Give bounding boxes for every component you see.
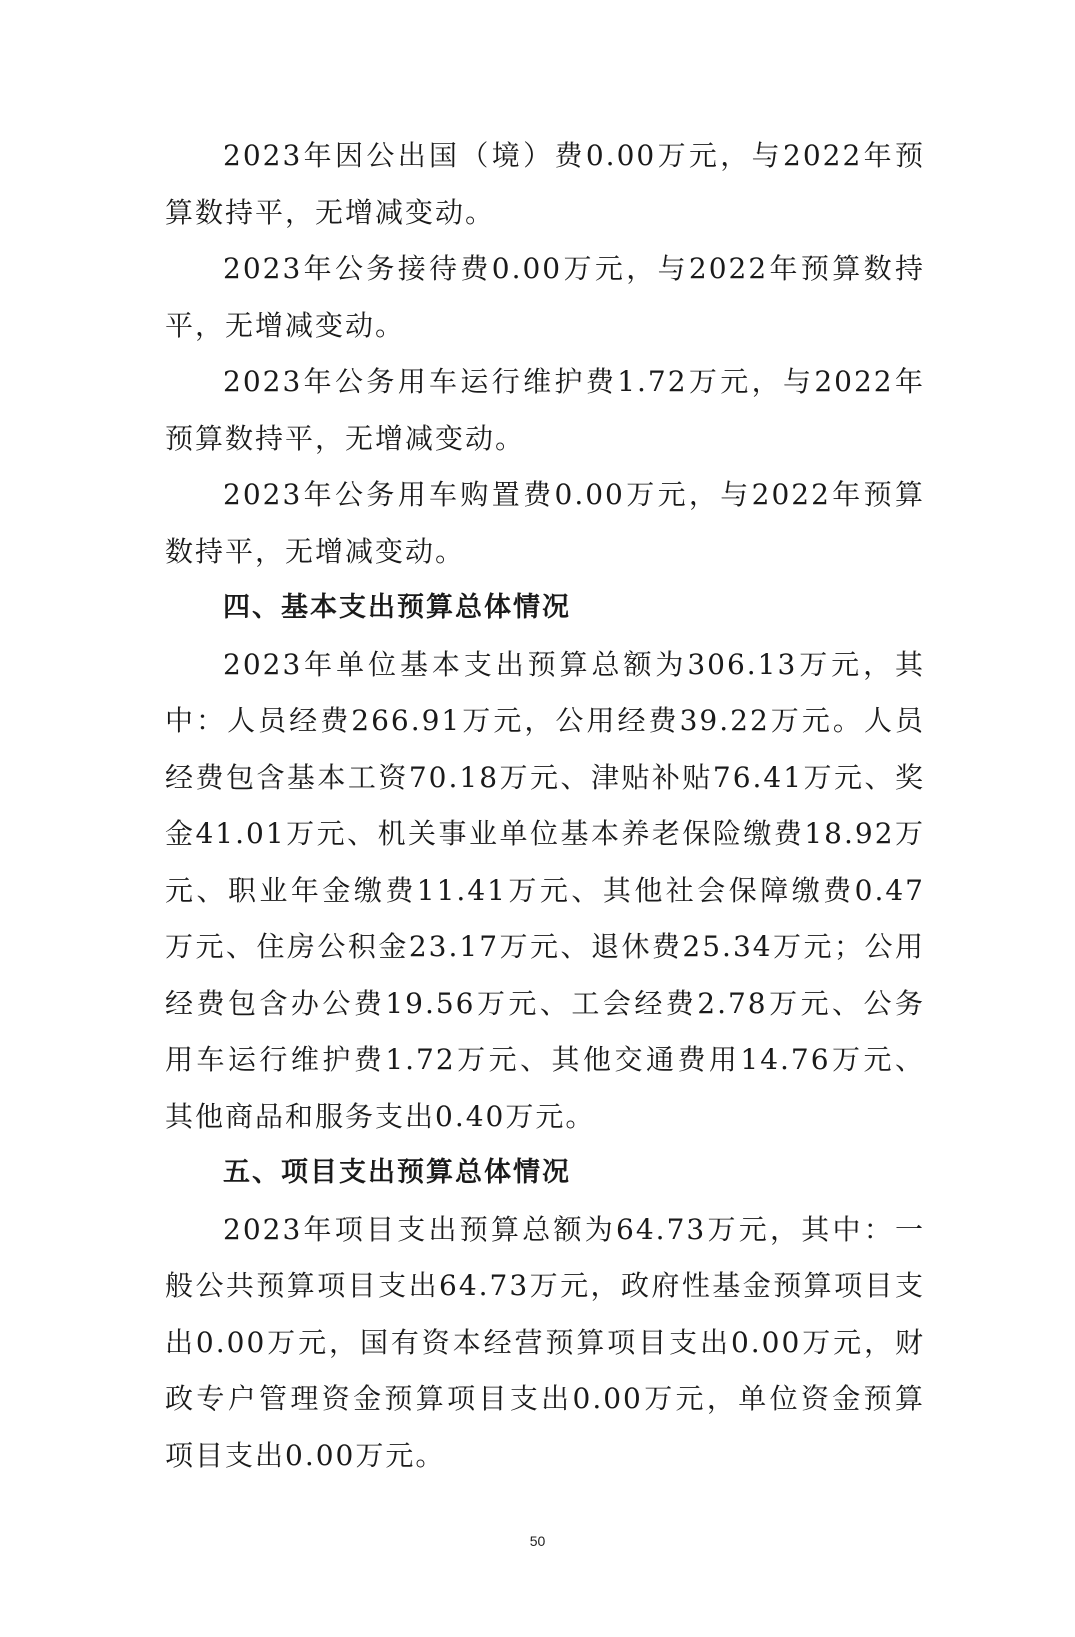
paragraph-vehicle-maintenance: 2023年公务用车运行维护费1.72万元，与2022年预算数持平，无增减变动。 <box>165 365 925 455</box>
paragraph-project-expenditure: 2023年项目支出预算总额为64.73万元，其中：一般公共预算项目支出64.73万元，政府性基金预算项目支出0.00万元，国有资本经营预算项目支出0.00万元，财政专户管理资金预算项目支出0.00万元，单位资金预算项目支出0.00万元。 <box>165 1212 925 1472</box>
page-number: 50 <box>529 1533 546 1549</box>
section-heading-basic-expenditure: 四、基本支出预算总体情况 <box>223 592 571 623</box>
paragraph-reception: 2023年公务接待费0.00万元，与2022年预算数持平，无增减变动。 <box>165 252 925 342</box>
section-heading-project-expenditure: 五、项目支出预算总体情况 <box>223 1157 571 1188</box>
paragraph-basic-expenditure: 2023年单位基本支出预算总额为306.13万元，其中：人员经费266.91万元，公用经费39.22万元。人员经费包含基本工资70.18万元、津贴补贴76.41万元、奖金41.01万元、机关事业单位基本养老保险缴费18.92万元、职业年金缴费11.41万元、其他社会保障缴费0.47万元、住房公积金23.17万元、退休费25.34万元；公用经费包含办公费19.56万元、工会经费2.78万元、公务用车运行维护费1.72万元、其他交通费用14.76万元、其他商品和服务支出0.40万元。 <box>165 647 925 1133</box>
document-body <box>165 128 925 1484</box>
paragraph-vehicle-purchase: 2023年公务用车购置费0.00万元，与2022年预算数持平，无增减变动。 <box>165 478 925 568</box>
paragraph-overseas-travel: 2023年因公出国（境）费0.00万元，与2022年预算数持平，无增减变动。 <box>165 139 925 229</box>
